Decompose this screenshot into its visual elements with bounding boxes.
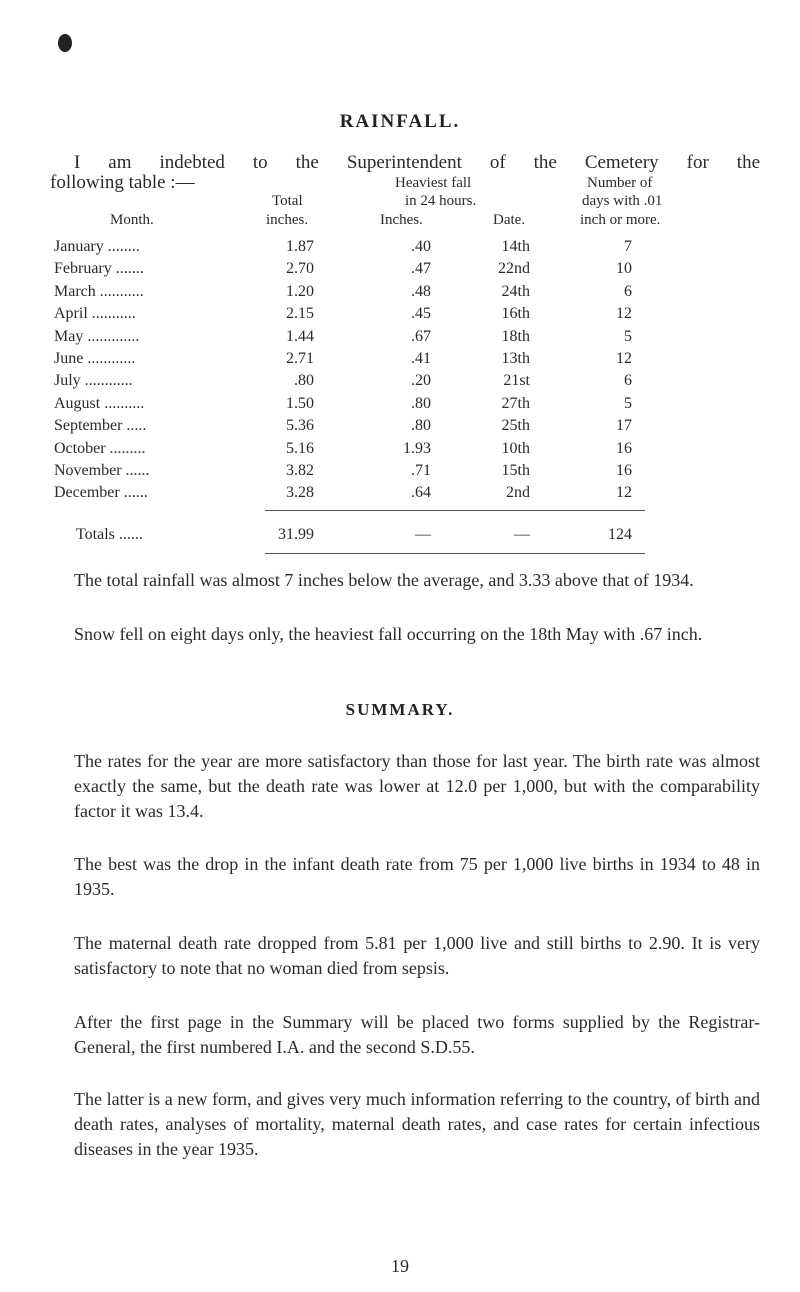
heaviest-date-cell: 10th: [501, 439, 530, 457]
month-cell: November ......: [54, 462, 150, 479]
total-cell: 2.71: [286, 350, 314, 367]
total-cell: 3.82: [286, 462, 314, 479]
header-total-2: inches.: [266, 212, 309, 228]
table-row: [0, 350, 800, 372]
table-row: [0, 440, 800, 462]
days-cell: 12: [616, 350, 632, 367]
month-cell: July ............: [54, 372, 133, 390]
table-rule-bottom: [265, 553, 645, 554]
table-row: [0, 328, 800, 350]
rainfall-paragraph-1: The total rainfall was almost 7 inches below the average, and 3.33 above that of 1934.: [74, 570, 694, 590]
total-cell: 1.87: [286, 238, 314, 255]
days-cell: 12: [616, 484, 632, 502]
header-days-3: inch or more.: [580, 212, 661, 228]
days-cell: 10: [616, 260, 632, 278]
heaviest-inches-cell: .80: [411, 417, 431, 435]
heaviest-inches-cell: 1.93: [403, 439, 431, 457]
rainfall-paragraph-2: Snow fell on eight days only, the heaviest fall occurring on the 18th May with .67 inch.: [74, 624, 703, 644]
month-cell: September .....: [54, 417, 147, 435]
heaviest-date-cell: 18th: [501, 327, 530, 345]
heaviest-inches-cell: .41: [411, 350, 431, 367]
heaviest-inches-cell: .20: [411, 372, 431, 390]
total-cell: .80: [294, 372, 314, 390]
heaviest-date-cell: 25th: [501, 417, 530, 435]
month-cell: May .............: [54, 327, 140, 345]
summary-title: SUMMARY.: [345, 700, 455, 719]
totals-total: 31.99: [278, 526, 314, 543]
header-heaviest-1: Heaviest fall: [395, 175, 472, 191]
totals-inches: —: [415, 526, 431, 543]
header-month: Month.: [110, 212, 154, 228]
summary-paragraph-5: The latter is a new form, and gives very much information referring to the country, of birth and death rates, analyses of mortality, maternal death rates, and case rates for certain infectious diseases in the year 1935.: [74, 1089, 760, 1159]
total-cell: 5.16: [286, 439, 314, 457]
month-cell: March ...........: [54, 282, 144, 300]
days-cell: 16: [616, 462, 632, 479]
heaviest-inches-cell: .71: [411, 462, 431, 479]
days-cell: 5: [624, 394, 632, 412]
month-cell: December ......: [54, 484, 148, 502]
heaviest-inches-cell: .40: [411, 238, 431, 255]
month-cell: October .........: [54, 439, 146, 457]
header-total-1: Total: [272, 193, 303, 209]
heaviest-inches-cell: .47: [411, 260, 431, 278]
days-cell: 6: [624, 282, 632, 300]
month-cell: January ........: [54, 238, 140, 255]
days-cell: 5: [624, 327, 632, 345]
heaviest-inches-cell: .64: [411, 484, 431, 502]
days-cell: 17: [616, 417, 632, 435]
total-cell: 1.44: [286, 327, 314, 345]
heaviest-inches-cell: .45: [411, 305, 431, 323]
summary-paragraph-3: The maternal death rate dropped from 5.81 per 1,000 live and still births to 2.90. It is very satisfactory to note that no woman died from sepsis.: [74, 933, 760, 978]
month-cell: August ..........: [54, 394, 145, 412]
table-row: [0, 395, 800, 417]
days-cell: 12: [616, 305, 632, 323]
summary-paragraph-1: The rates for the year are more satisfactory than those for last year. The birth rate was almost exactly the same, but the death rate was lower at 12.0 per 1,000, but with the comparability factor it was 13.4.: [74, 751, 760, 821]
heaviest-date-cell: 14th: [501, 238, 530, 255]
heaviest-date-cell: 2nd: [506, 484, 530, 502]
total-cell: 3.28: [286, 484, 314, 502]
heaviest-inches-cell: .48: [411, 282, 431, 300]
page-mark: [58, 34, 72, 52]
totals-row: [0, 526, 800, 548]
page-number: 19: [391, 1256, 409, 1276]
month-cell: April ...........: [54, 305, 136, 323]
table-row: [0, 238, 800, 260]
header-days-1: Number of: [587, 175, 653, 191]
heaviest-date-cell: 15th: [501, 462, 530, 479]
summary-paragraph-4: After the first page in the Summary will be placed two forms supplied by the Registrar-General, the first numbered I.A. and the second S.D.55.: [74, 1012, 760, 1057]
month-cell: June ............: [54, 350, 136, 367]
heaviest-date-cell: 13th: [501, 350, 530, 367]
table-row: [0, 305, 800, 327]
header-date: Date.: [493, 212, 526, 228]
table-row: [0, 417, 800, 439]
heaviest-date-cell: 24th: [501, 282, 530, 300]
heaviest-inches-cell: .67: [411, 327, 431, 345]
totals-date: —: [514, 526, 530, 543]
totals-days: 124: [608, 526, 632, 543]
month-cell: February .......: [54, 260, 144, 278]
total-cell: 2.70: [286, 260, 314, 278]
heaviest-date-cell: 27th: [501, 394, 530, 412]
table-row: [0, 260, 800, 282]
table-row: [0, 372, 800, 394]
total-cell: 2.15: [286, 305, 314, 323]
heaviest-date-cell: 16th: [501, 305, 530, 323]
heaviest-date-cell: 22nd: [498, 260, 530, 278]
header-days-2: days with .01: [582, 193, 663, 209]
total-cell: 5.36: [286, 417, 314, 435]
intro-line-2: following table :—: [50, 172, 195, 193]
days-cell: 7: [624, 238, 632, 255]
totals-label: Totals ......: [76, 526, 143, 543]
header-heaviest-2: in 24 hours.: [405, 193, 477, 209]
table-row: [0, 462, 800, 484]
days-cell: 16: [616, 439, 632, 457]
page-title: RAINFALL.: [339, 111, 461, 132]
heaviest-inches-cell: .80: [411, 394, 431, 412]
table-row: [0, 484, 800, 506]
table-rule-top: [265, 510, 645, 511]
total-cell: 1.20: [286, 282, 314, 300]
table-row: [0, 283, 800, 305]
header-inches: Inches.: [380, 212, 423, 228]
heaviest-date-cell: 21st: [503, 372, 530, 390]
intro-line-1: I am indebted to the Superintendent of the Cemetery for the: [74, 152, 760, 173]
days-cell: 6: [624, 372, 632, 390]
total-cell: 1.50: [286, 394, 314, 412]
summary-paragraph-2: The best was the drop in the infant death rate from 75 per 1,000 live births in 1934 to 48 in 1935.: [74, 854, 760, 899]
